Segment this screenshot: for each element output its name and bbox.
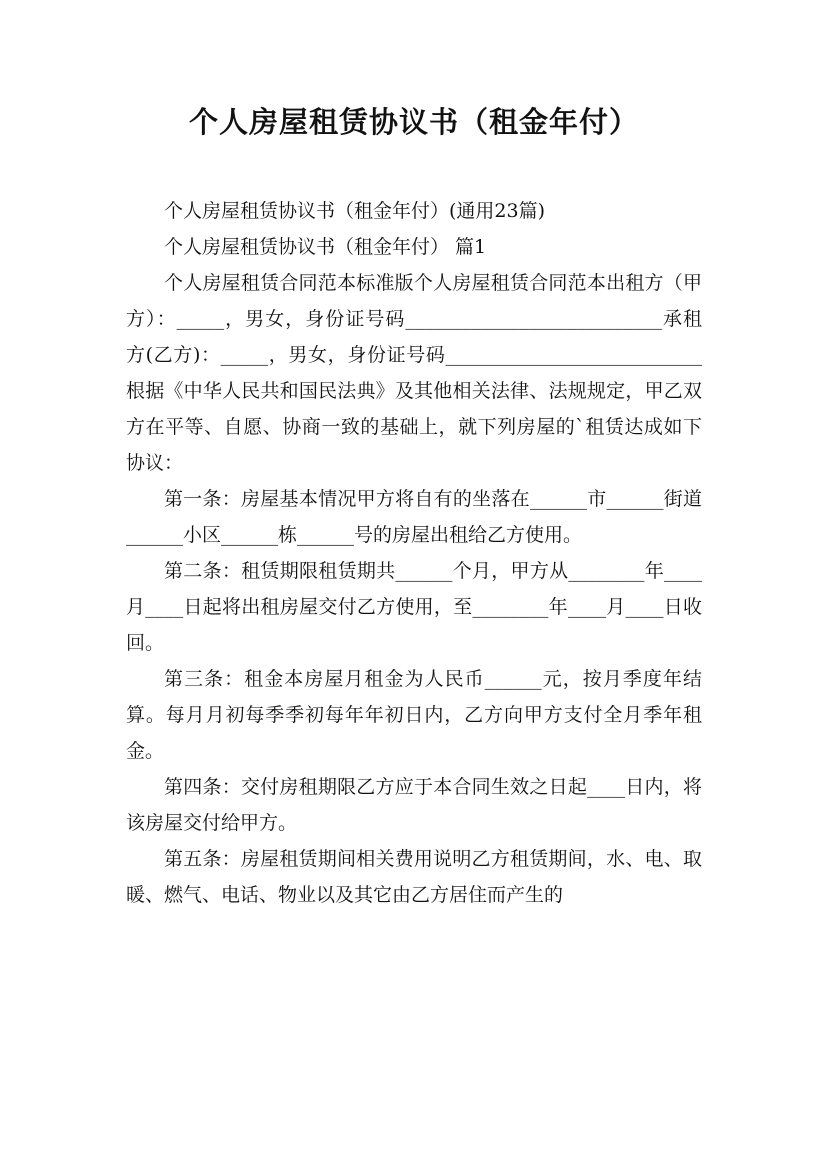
- document-body: [126, 193, 702, 913]
- paragraph-article-5: 第五条：房屋租赁期间相关费用说明乙方租赁期间，水、电、取暖、燃气、电话、物业以及其它由乙方居住而产生的: [126, 848, 702, 906]
- paragraph-collection-title: 个人房屋租赁协议书（租金年付）(通用23篇): [164, 200, 546, 222]
- document-title: 个人房屋租赁协议书（租金年付）: [188, 105, 639, 139]
- paragraph-article-4: 第四条：交付房租期限乙方应于本合同生效之日起____日内，将该房屋交付给甲方。: [126, 776, 702, 834]
- paragraph-article-1: 第一条：房屋基本情况甲方将自有的坐落在______市______街道______小区______栋______号的房屋出租给乙方使用。: [126, 488, 702, 546]
- paragraph-preamble: 个人房屋租赁合同范本标准版个人房屋租赁合同范本出租方（甲方）：_____，男女，身份证号码___________________________承租方(乙方)：_____，男女，身份证号码___________________________根据《中华人民共和国民法典》及其他相关法律、法规规定，甲乙双方在平等、自愿、协商一致的基础上，就下列房屋的`租赁达成如下协议：: [126, 272, 702, 474]
- paragraph-article-3: 第三条：租金本房屋月租金为人民币______元，按月季度年结算。每月月初每季季初每年年初日内，乙方向甲方支付全月季年租金。: [126, 668, 702, 762]
- paragraph-article-2: 第二条：租赁期限租赁期共______个月，甲方从________年____月____日起将出租房屋交付乙方使用，至________年____月____日收回。: [126, 560, 702, 654]
- paragraph-section-heading: 个人房屋租赁协议书（租金年付） 篇1: [164, 236, 487, 258]
